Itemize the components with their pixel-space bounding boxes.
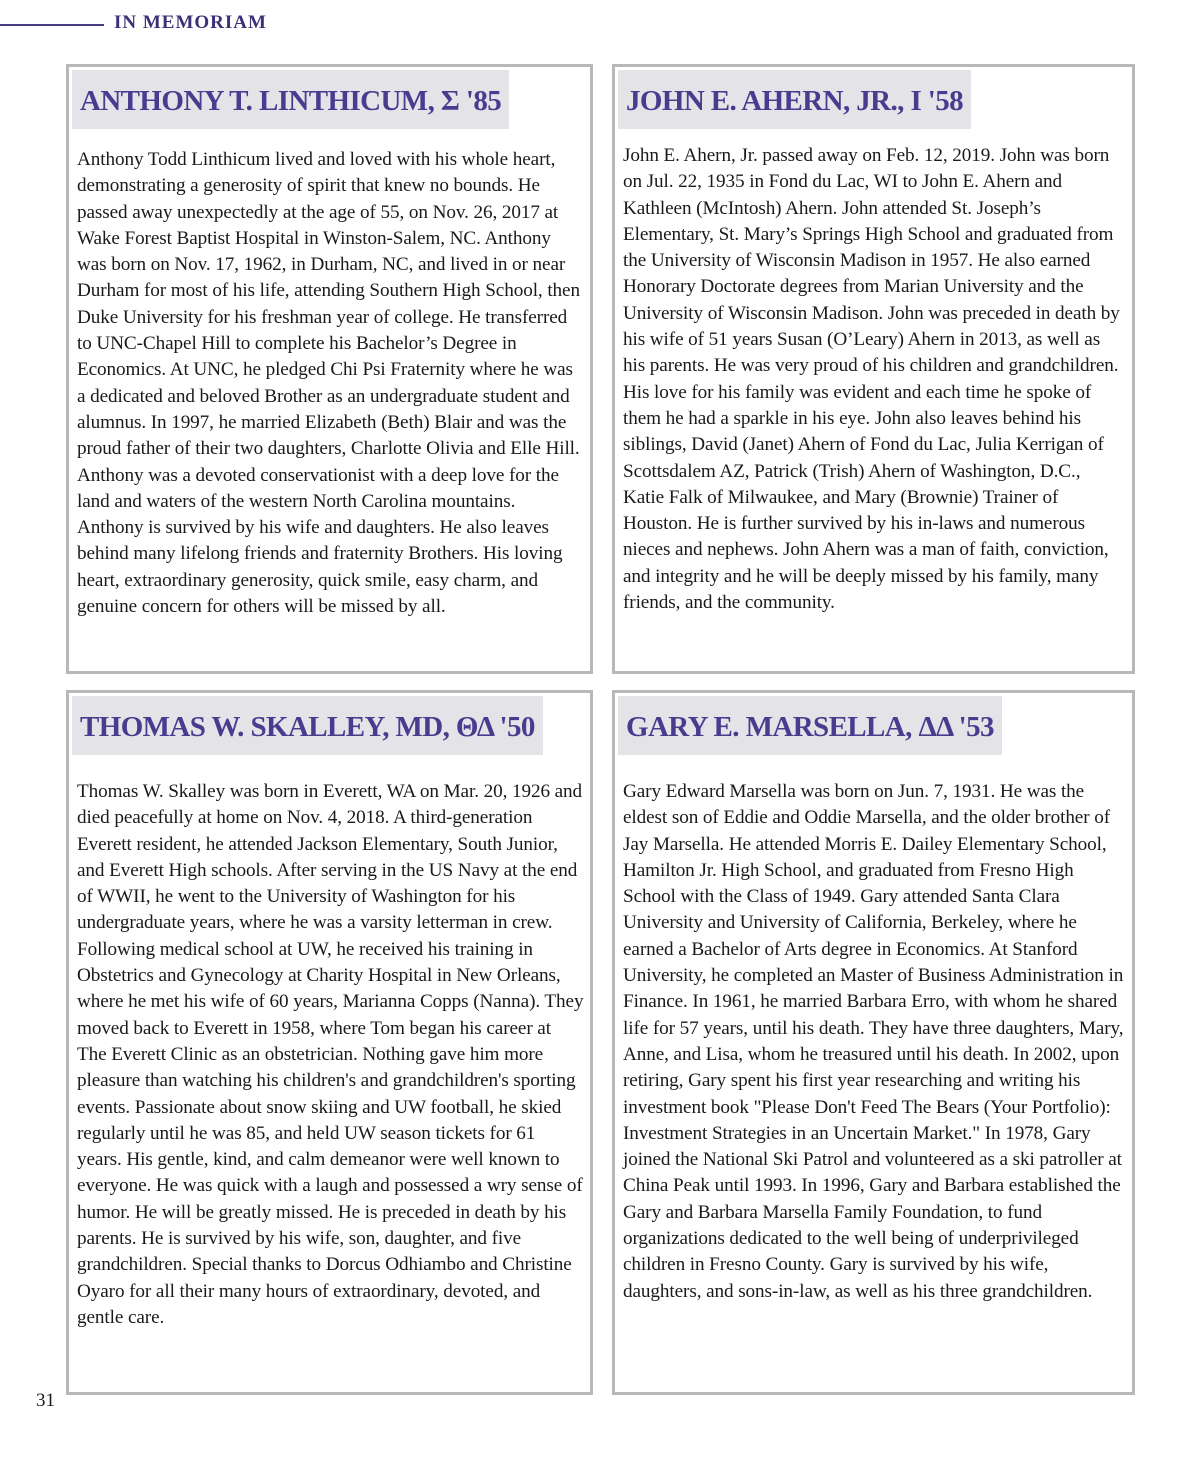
obituary-card-skalley bbox=[66, 690, 593, 1395]
section-title: IN MEMORIAM bbox=[114, 12, 267, 33]
obituary-card-ahern bbox=[612, 64, 1135, 674]
obituary-name: THOMAS W. SKALLEY, MD, ΘΔ '50 bbox=[72, 696, 543, 755]
obituary-name: ANTHONY T. LINTHICUM, Σ '85 bbox=[72, 70, 509, 129]
obituary-text: Thomas W. Skalley was born in Everett, WA on Mar. 20, 1926 and died peacefully at home on Nov. 4, 2018. A third-generation Everett resident, he attended Jackson Elementary, South Junior, and Everett High schools. After serving in the US Navy at the end of WWII, he went to the University of Washington for his undergraduate years, where he was a varsity letterman in crew. Following medical school at UW, he received his training in Obstetrics and Gynecology at Charity Hospital in New Orleans, where he met his wife of 60 years, Marianna Copps (Nanna). They moved back to Everett in 1958, where Tom began his career at The Everett Clinic as an obstetrician. Nothing gave him more pleasure than watching his children's and grandchildren's sporting events. Passionate about snow skiing and UW football, he skied regularly until he was 85, and held UW season tickets for 61 years. His gentle, kind, and calm demeanor were well known to everyone. He was quick with a laugh and possessed a wry sense of humor. He will be greatly missed. He is preceded in death by his parents. He is survived by his wife, son, daughter, and five grandchildren. Special thanks to Dorcus Odhiambo and Christine Oyaro for all their many hours of extraordinary, devoted, and gentle care. bbox=[77, 781, 584, 1328]
obituary-text: John E. Ahern, Jr. passed away on Feb. 12, 2019. John was born on Jul. 22, 1935 in Fond du Lac, WI to John E. Ahern and Kathleen (McIntosh) Ahern. John attended St. Joseph’s Elementary, St. Mary’s Springs High School and graduated from the University of Wisconsin Madison in 1957. He also earned Honorary Doctorate degrees from Marian University and the University of Wisconsin Madison. John was preceded in death by his wife of 51 years Susan (O’Leary) Ahern in 2013, as well as his parents. He was very proud of his children and grandchildren. His love for his family was evident and each time he spoke of them he had a sparkle in his eye. John also leaves behind his siblings, David (Janet) Ahern of Fond du Lac, Julia Kerrigan of Scottsdalem AZ, Patrick (Trish) Ahern of Washington, D.C., Katie Falk of Milwaukee, and Mary (Brownie) Trainer of Houston. He is further survived by his in-laws and numerous nieces and nephews. John Ahern was a man of faith, conviction, and integrity and he will be deeply missed by his family, many friends, and the community. bbox=[623, 145, 1120, 614]
obituary-text: Anthony Todd Linthicum lived and loved with his whole heart, demonstrating a generosity of spirit that knew no bounds. He passed away unexpectedly at the age of 55, on Nov. 26, 2017 at Wake Forest Baptist Hospital in Winston-Salem, NC. Anthony was born on Nov. 17, 1962, in Durham, NC, and lived in or near Durham for most of his life, attending Southern High School, then Duke University for his freshman year of college. He transferred to UNC-Chapel Hill to complete his Bachelor’s Degree in Economics. At UNC, he pledged Chi Psi Fraternity where he was a dedicated and beloved Brother as an undergraduate student and alumnus. In 1997, he married Elizabeth (Beth) Blair and was the proud father of their two daughters, Charlotte Olivia and Elle Hill. Anthony was a devoted conservationist with a deep love for the land and waters of the western North Carolina mountains. Anthony is survived by his wife and daughters. He also leaves behind many lifelong friends and fraternity Brothers. His loving heart, extraordinary generosity, quick smile, easy charm, and genuine concern for others will be missed by all. bbox=[77, 149, 580, 618]
obituary-card-linthicum bbox=[66, 64, 593, 674]
obituary-card-marsella bbox=[612, 690, 1135, 1395]
obituary-name: JOHN E. AHERN, JR., I '58 bbox=[618, 70, 971, 129]
obituary-text: Gary Edward Marsella was born on Jun. 7, 1931. He was the eldest son of Eddie and Oddie Marsella, and the older brother of Jay Marsella. He attended Morris E. Dailey Elementary School, Hamilton Jr. High School, and graduated from Fresno High School with the Class of 1949. Gary attended Santa Clara University and University of California, Berkeley, where he earned a Bachelor of Arts degree in Economics. At Stanford University, he completed an Master of Business Administration in Finance. In 1961, he married Barbara Erro, with whom he shared life for 57 years, until his death. They have three daughters, Mary, Anne, and Lisa, whom he treasured until his death. In 2002, upon retiring, Gary spent his first year researching and writing his investment book "Please Don't Feed The Bears (Your Portfolio): Investment Strategies in an Uncertain Market." In 1978, Gary joined the National Ski Patrol and volunteered as a ski patroller at China Peak until 1993. In 1996, Gary and Barbara established the Gary and Barbara Marsella Family Foundation, to fund organizations dedicated to the well being of underprivileged children in Fresno County. Gary is survived by his wife, daughters, and sons-in-law, as well as his three grandchildren. bbox=[623, 781, 1124, 1302]
header-rule bbox=[0, 24, 104, 26]
page-number: 31 bbox=[36, 1390, 55, 1411]
obituary-name: GARY E. MARSELLA, ΔΔ '53 bbox=[618, 696, 1002, 755]
